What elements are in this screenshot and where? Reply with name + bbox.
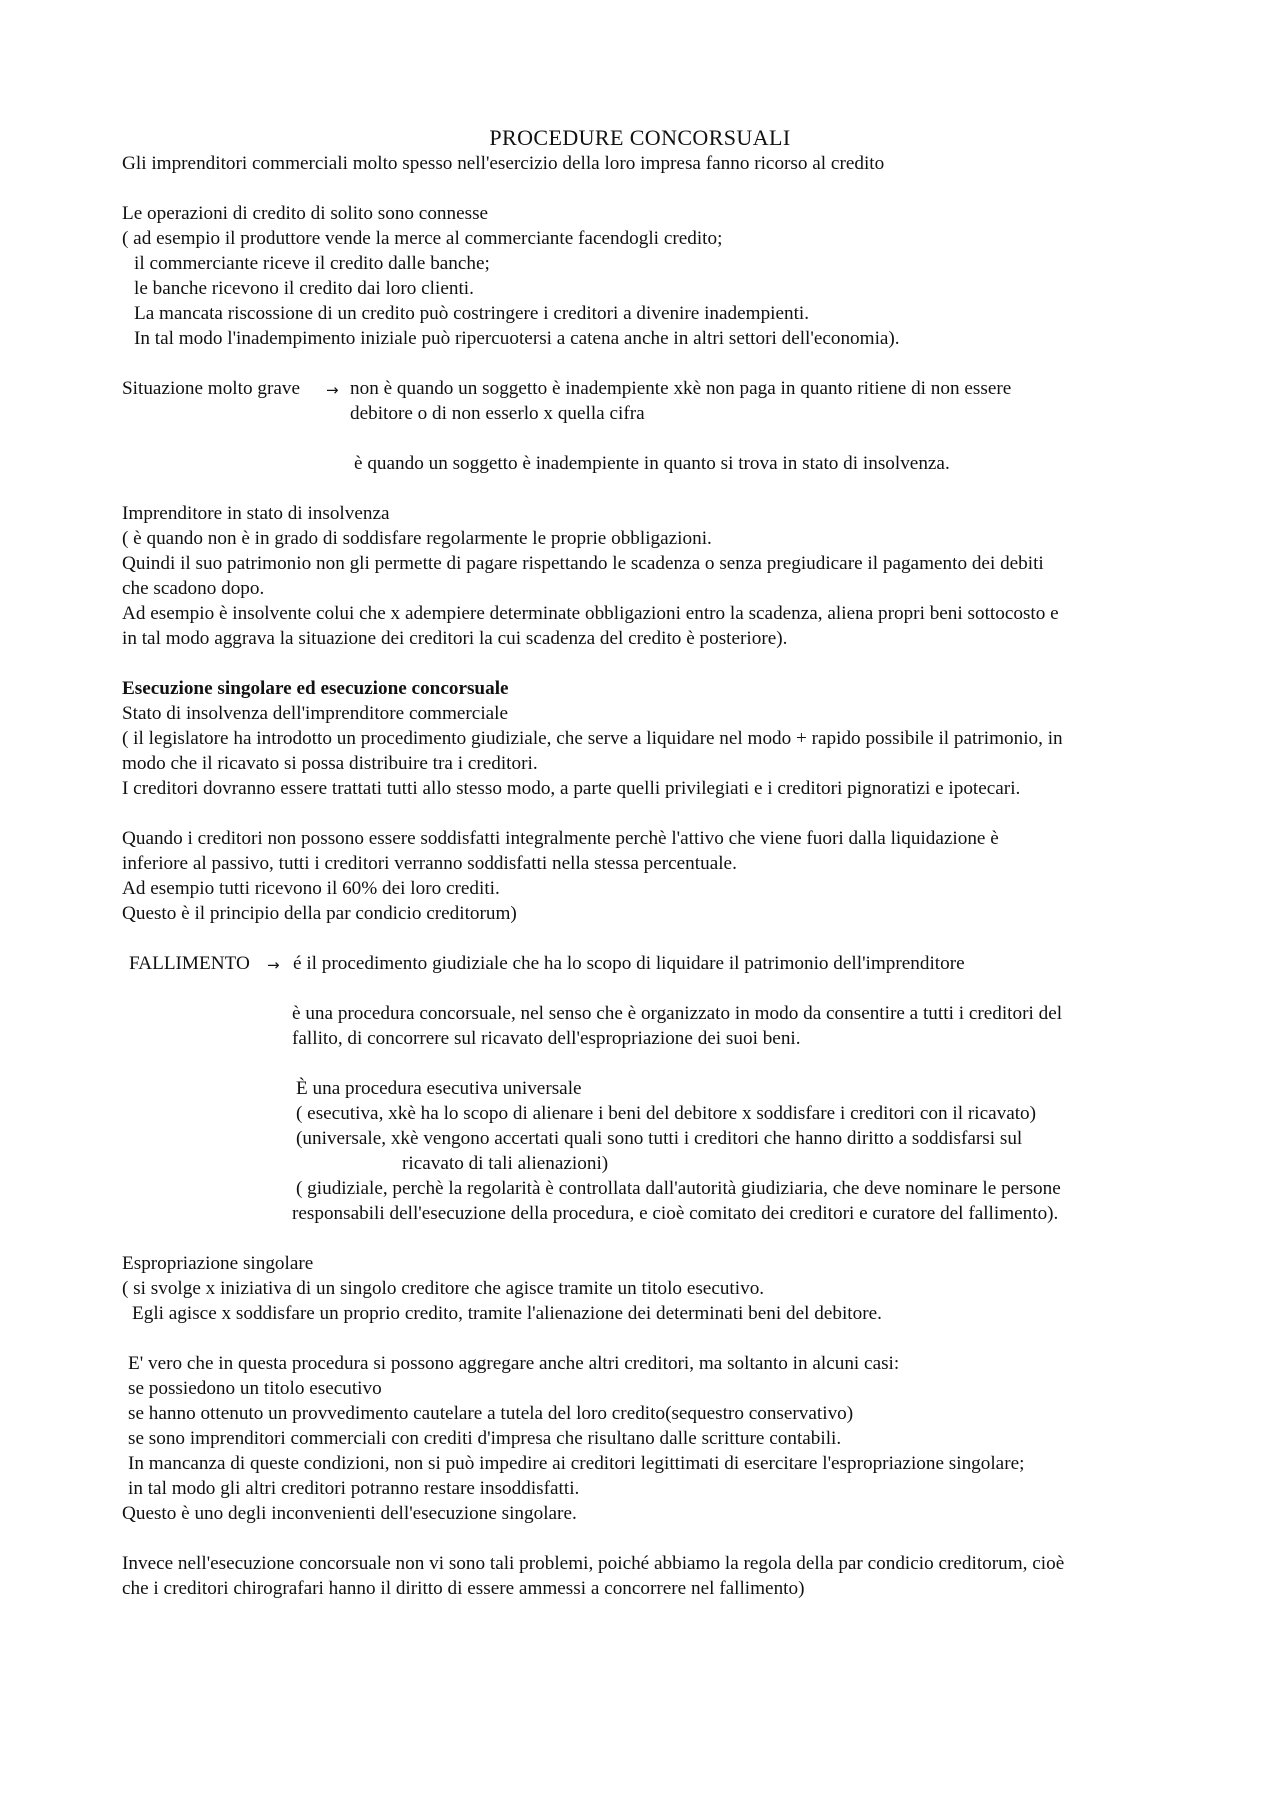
text-line: responsabili dell'esecuzione della procedura, e cioè comitato dei creditori e curatore del fallimento). <box>292 1203 1059 1224</box>
text-line: E' vero che in questa procedura si possono aggregare anche altri creditori, ma soltanto in alcuni casi: <box>128 1353 900 1374</box>
text-line: Stato di insolvenza dell'imprenditore commerciale <box>122 703 509 724</box>
text-line: In mancanza di queste condizioni, non si può impedire ai creditori legittimati di esercitare l'espropriazione singolare; <box>128 1453 1025 1474</box>
arrow-right-icon: → <box>326 381 339 399</box>
text-line: Egli agisce x soddisfare un proprio credito, tramite l'alienazione dei determinati beni del debitore. <box>132 1303 882 1324</box>
text-line: se hanno ottenuto un provvedimento cautelare a tutela del loro credito(sequestro conservativo) <box>128 1403 854 1424</box>
text-line: I creditori dovranno essere trattati tutti allo stesso modo, a parte quelli privilegiati e i creditori pignoratizi e ipotecari. <box>122 778 1021 799</box>
text-line: ( esecutiva, xkè ha lo scopo di alienare i beni del debitore x soddisfare i creditori con il ricavato) <box>296 1103 1037 1124</box>
document-title: PROCEDURE CONCORSUALI <box>489 125 791 150</box>
text-line: se sono imprenditori commerciali con crediti d'impresa che risultano dalle scritture contabili. <box>128 1428 842 1449</box>
text-line: ( giudiziale, perchè la regolarità è controllata dall'autorità giudiziaria, che deve nominare le persone <box>296 1178 1061 1199</box>
text-line: in tal modo aggrava la situazione dei creditori la cui scadenza del credito è posteriore). <box>122 628 788 649</box>
text-line: Quando i creditori non possono essere soddisfatti integralmente perchè l'attivo che viene fuori dalla liquidazione è <box>122 828 999 849</box>
text-line: Questo è uno degli inconvenienti dell'esecuzione singolare. <box>122 1503 577 1524</box>
text-line: ( si svolge x iniziativa di un singolo creditore che agisce tramite un titolo esecutivo. <box>122 1278 765 1299</box>
text-line: Questo è il principio della par condicio creditorum) <box>122 903 517 924</box>
text-line: Espropriazione singolare <box>122 1253 314 1274</box>
text-line: Situazione molto grave <box>122 378 300 399</box>
text-line: ( è quando non è in grado di soddisfare regolarmente le proprie obbligazioni. <box>122 528 712 549</box>
text-line: È una procedura esecutiva universale <box>296 1078 582 1099</box>
text-line: Ad esempio è insolvente colui che x adempiere determinate obbligazioni entro la scadenza, aliena propri beni sottocosto e <box>122 603 1059 624</box>
text-line: ( il legislatore ha introdotto un procedimento giudiziale, che serve a liquidare nel modo + rapido possibile il patrimonio, in <box>122 728 1063 749</box>
text-line: ( ad esempio il produttore vende la merce al commerciante facendogli credito; <box>122 228 723 249</box>
text-line: In tal modo l'inadempimento iniziale può ripercuotersi a catena anche in altri settori dell'economia). <box>134 328 900 349</box>
text-line: Imprenditore in stato di insolvenza <box>122 503 390 524</box>
text-line: il commerciante riceve il credito dalle banche; <box>134 253 490 274</box>
text-line: ricavato di tali alienazioni) <box>402 1153 609 1174</box>
arrow-right-icon: → <box>267 956 280 974</box>
text-line: FALLIMENTO <box>129 953 250 974</box>
text-line: modo che il ricavato si possa distribuire tra i creditori. <box>122 753 538 774</box>
text-line: debitore o di non esserlo x quella cifra <box>350 403 645 424</box>
text-line: inferiore al passivo, tutti i creditori verranno soddisfatti nella stessa percentuale. <box>122 853 737 874</box>
text-line: non è quando un soggetto è inadempiente xkè non paga in quanto ritiene di non essere <box>350 378 1012 399</box>
text-line: Gli imprenditori commerciali molto spesso nell'esercizio della loro impresa fanno ricorso al credito <box>122 153 885 174</box>
section-heading: Esecuzione singolare ed esecuzione concorsuale <box>122 678 509 699</box>
text-line: (universale, xkè vengono accertati quali sono tutti i creditori che hanno diritto a soddisfarsi sul <box>296 1128 1023 1149</box>
text-line: se possiedono un titolo esecutivo <box>128 1378 382 1399</box>
text-line: Invece nell'esecuzione concorsuale non vi sono tali problemi, poiché abbiamo la regola della par condicio creditorum, cioè <box>122 1553 1065 1574</box>
text-line: fallito, di concorrere sul ricavato dell'espropriazione dei suoi beni. <box>292 1028 801 1049</box>
text-line: é il procedimento giudiziale che ha lo scopo di liquidare il patrimonio dell'imprenditore <box>293 953 965 974</box>
text-line: che scadono dopo. <box>122 578 265 599</box>
text-line: La mancata riscossione di un credito può costringere i creditori a divenire inadempienti. <box>134 303 810 324</box>
text-line: in tal modo gli altri creditori potranno restare insoddisfatti. <box>128 1478 580 1499</box>
text-line: è quando un soggetto è inadempiente in quanto si trova in stato di insolvenza. <box>354 453 950 474</box>
text-line: è una procedura concorsuale, nel senso che è organizzato in modo da consentire a tutti i creditori del <box>292 1003 1063 1024</box>
text-line: Quindi il suo patrimonio non gli permette di pagare rispettando le scadenza o senza pregiudicare il pagamento dei debiti <box>122 553 1044 574</box>
text-line: che i creditori chirografari hanno il diritto di essere ammessi a concorrere nel fallimento) <box>122 1578 805 1599</box>
text-line: Ad esempio tutti ricevono il 60% dei loro crediti. <box>122 878 500 899</box>
text-line: le banche ricevono il credito dai loro clienti. <box>134 278 474 299</box>
text-line: Le operazioni di credito di solito sono connesse <box>122 203 489 224</box>
